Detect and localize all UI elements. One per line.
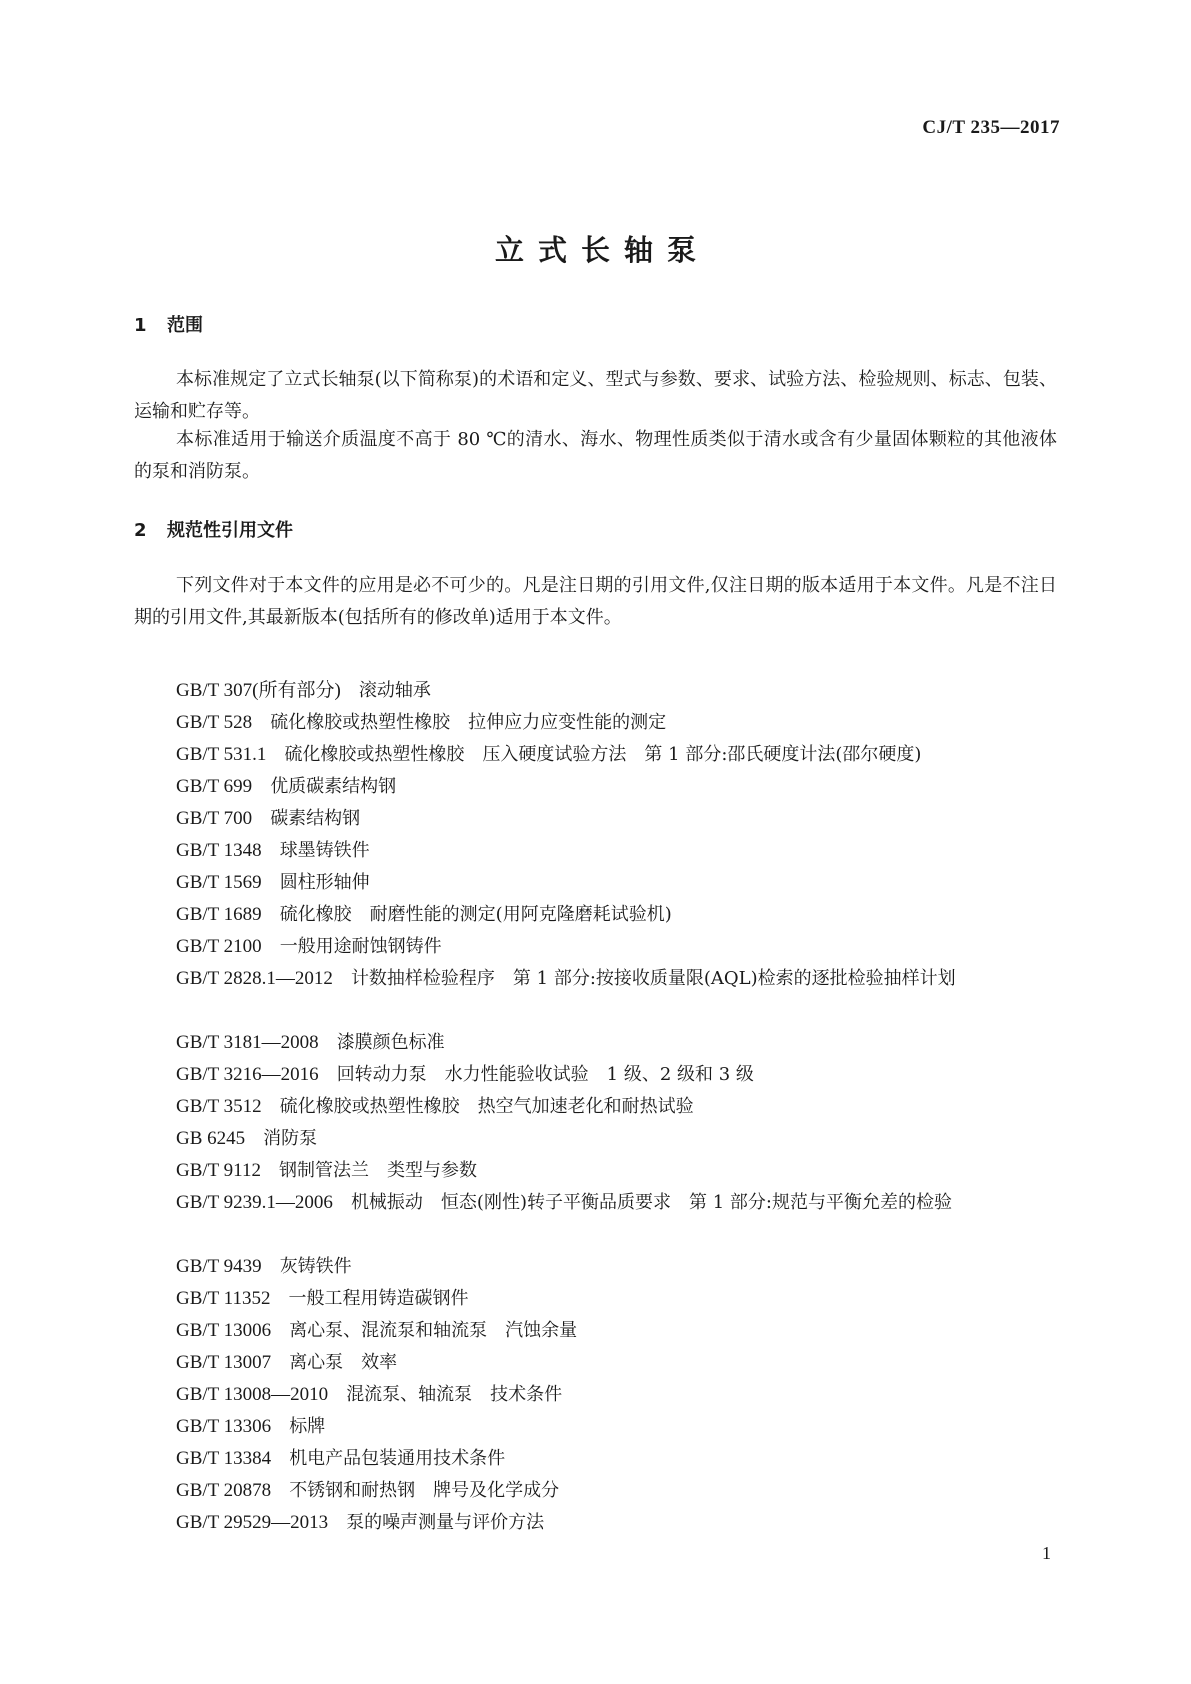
- reference-item: [134, 1187, 1057, 1251]
- reference-item: [134, 1475, 1057, 1507]
- reference-item: [134, 1091, 1057, 1123]
- reference-title: 计数抽样检验程序 第 1 部分:按接收质量限(AQL)检索的逐批检验抽样计划: [350, 968, 956, 989]
- reference-title: 泵的噪声测量与评价方法: [346, 1512, 545, 1533]
- reference-item: [134, 803, 1057, 835]
- section-2-heading: [134, 516, 293, 542]
- reference-title: 一般用途耐蚀钢铸件: [279, 936, 442, 957]
- reference-code: GB/T 2828.1—2012: [176, 968, 333, 989]
- reference-code: GB/T 3512: [176, 1096, 262, 1117]
- reference-code: GB/T 20878: [176, 1480, 272, 1501]
- reference-item: [134, 963, 1057, 1027]
- reference-title: 硫化橡胶 耐磨性能的测定(用阿克隆磨耗试验机): [279, 904, 672, 925]
- reference-item: [134, 1443, 1057, 1475]
- document-title: 立式长轴泵: [494, 233, 710, 267]
- reference-list: [134, 675, 1057, 1539]
- reference-code: GB/T 528: [176, 712, 253, 733]
- reference-title: 硫化橡胶或热塑性橡胶 拉伸应力应变性能的测定: [270, 712, 667, 733]
- reference-code: GB/T 13007: [176, 1352, 272, 1373]
- reference-code: GB/T 9439: [176, 1256, 262, 1277]
- section-1-paragraph-1: 本标准规定了立式长轴泵(以下简称泵)的术语和定义、型式与参数、要求、试验方法、检验规则、标志、包装、运输和贮存等。: [134, 369, 1057, 422]
- reference-title: 混流泵、轴流泵 技术条件: [346, 1384, 563, 1405]
- section-1-paragraph-2: 本标准适用于输送介质温度不高于 80 ℃的清水、海水、物理性质类似于清水或含有少量固体颗粒的其他液体的泵和消防泵。: [134, 429, 1057, 482]
- reference-code: GB/T 699: [176, 776, 253, 797]
- reference-title: 回转动力泵 水力性能验收试验 1 级、2 级和 3 级: [336, 1064, 754, 1085]
- reference-item: [134, 1347, 1057, 1379]
- reference-title: 球墨铸铁件: [279, 840, 370, 861]
- reference-title: 标牌: [289, 1416, 326, 1437]
- reference-title: 机械振动 恒态(刚性)转子平衡品质要求 第 1 部分:规范与平衡允差的检验: [350, 1192, 952, 1213]
- reference-title: 消防泵: [263, 1128, 318, 1149]
- reference-code: GB/T 13384: [176, 1448, 272, 1469]
- reference-code: GB/T 3216—2016: [176, 1064, 319, 1085]
- section-2-intro: 下列文件对于本文件的应用是必不可少的。凡是注日期的引用文件,仅注日期的版本适用于本文件。凡是不注日期的引用文件,其最新版本(包括所有的修改单)适用于本文件。: [134, 575, 1057, 628]
- section-1-heading: [134, 311, 203, 337]
- reference-item: [134, 1283, 1057, 1315]
- section-title: 范围: [167, 315, 203, 336]
- reference-title: 离心泵 效率: [289, 1352, 398, 1373]
- reference-title: 碳素结构钢: [270, 808, 361, 829]
- reference-code: GB/T 13306: [176, 1416, 272, 1437]
- reference-title: 硫化橡胶或热塑性橡胶 热空气加速老化和耐热试验: [279, 1096, 694, 1117]
- reference-code: GB/T 13008—2010: [176, 1384, 329, 1405]
- reference-title: 圆柱形轴伸: [279, 872, 370, 893]
- reference-item: [134, 707, 1057, 739]
- reference-title: 灰铸铁件: [279, 1256, 352, 1277]
- reference-code: GB/T 1348: [176, 840, 262, 861]
- reference-item: [134, 771, 1057, 803]
- reference-code: GB 6245: [176, 1128, 246, 1149]
- reference-title: 硫化橡胶或热塑性橡胶 压入硬度试验方法 第 1 部分:邵氏硬度计法(邵尔硬度): [284, 744, 922, 765]
- reference-title: 一般工程用铸造碳钢件: [288, 1288, 469, 1309]
- reference-title: 漆膜颜色标准: [336, 1032, 445, 1053]
- reference-code: GB/T 9239.1—2006: [176, 1192, 333, 1213]
- reference-code: GB/T 531.1: [176, 744, 267, 765]
- reference-item: [134, 739, 1057, 771]
- reference-item: [134, 1379, 1057, 1411]
- reference-code: GB/T 1689: [176, 904, 262, 925]
- reference-title: 离心泵、混流泵和轴流泵 汽蚀余量: [289, 1320, 578, 1341]
- section-title: 规范性引用文件: [167, 520, 293, 541]
- reference-code: GB/T 9112: [176, 1160, 261, 1181]
- standard-code: CJ/T 235—2017: [922, 117, 1060, 138]
- reference-title: 滚动轴承: [358, 680, 431, 701]
- reference-title: 机电产品包装通用技术条件: [289, 1448, 506, 1469]
- reference-item: [134, 867, 1057, 899]
- reference-item: [134, 931, 1057, 963]
- reference-code: GB/T 29529—2013: [176, 1512, 329, 1533]
- reference-item: [134, 1411, 1057, 1443]
- reference-title: 钢制管法兰 类型与参数: [278, 1160, 477, 1181]
- reference-code: GB/T 1569: [176, 872, 262, 893]
- reference-item: [134, 1059, 1057, 1091]
- reference-item: [134, 835, 1057, 867]
- reference-code: GB/T 3181—2008: [176, 1032, 319, 1053]
- reference-title: 优质碳素结构钢: [270, 776, 397, 797]
- reference-item: [134, 1507, 1057, 1539]
- reference-item: [134, 1123, 1057, 1155]
- reference-item: [134, 1027, 1057, 1059]
- reference-code: GB/T 307(所有部分): [176, 680, 341, 701]
- reference-code: GB/T 11352: [176, 1288, 271, 1309]
- section-number: 1: [134, 315, 147, 336]
- reference-code: GB/T 13006: [176, 1320, 272, 1341]
- reference-code: GB/T 700: [176, 808, 253, 829]
- page-number: 1: [1042, 1543, 1051, 1563]
- reference-item: [134, 899, 1057, 931]
- reference-item: [134, 1155, 1057, 1187]
- reference-item: [134, 675, 1057, 707]
- reference-item: [134, 1251, 1057, 1283]
- reference-code: GB/T 2100: [176, 936, 262, 957]
- reference-item: [134, 1315, 1057, 1347]
- reference-title: 不锈钢和耐热钢 牌号及化学成分: [289, 1480, 560, 1501]
- section-number: 2: [134, 520, 147, 541]
